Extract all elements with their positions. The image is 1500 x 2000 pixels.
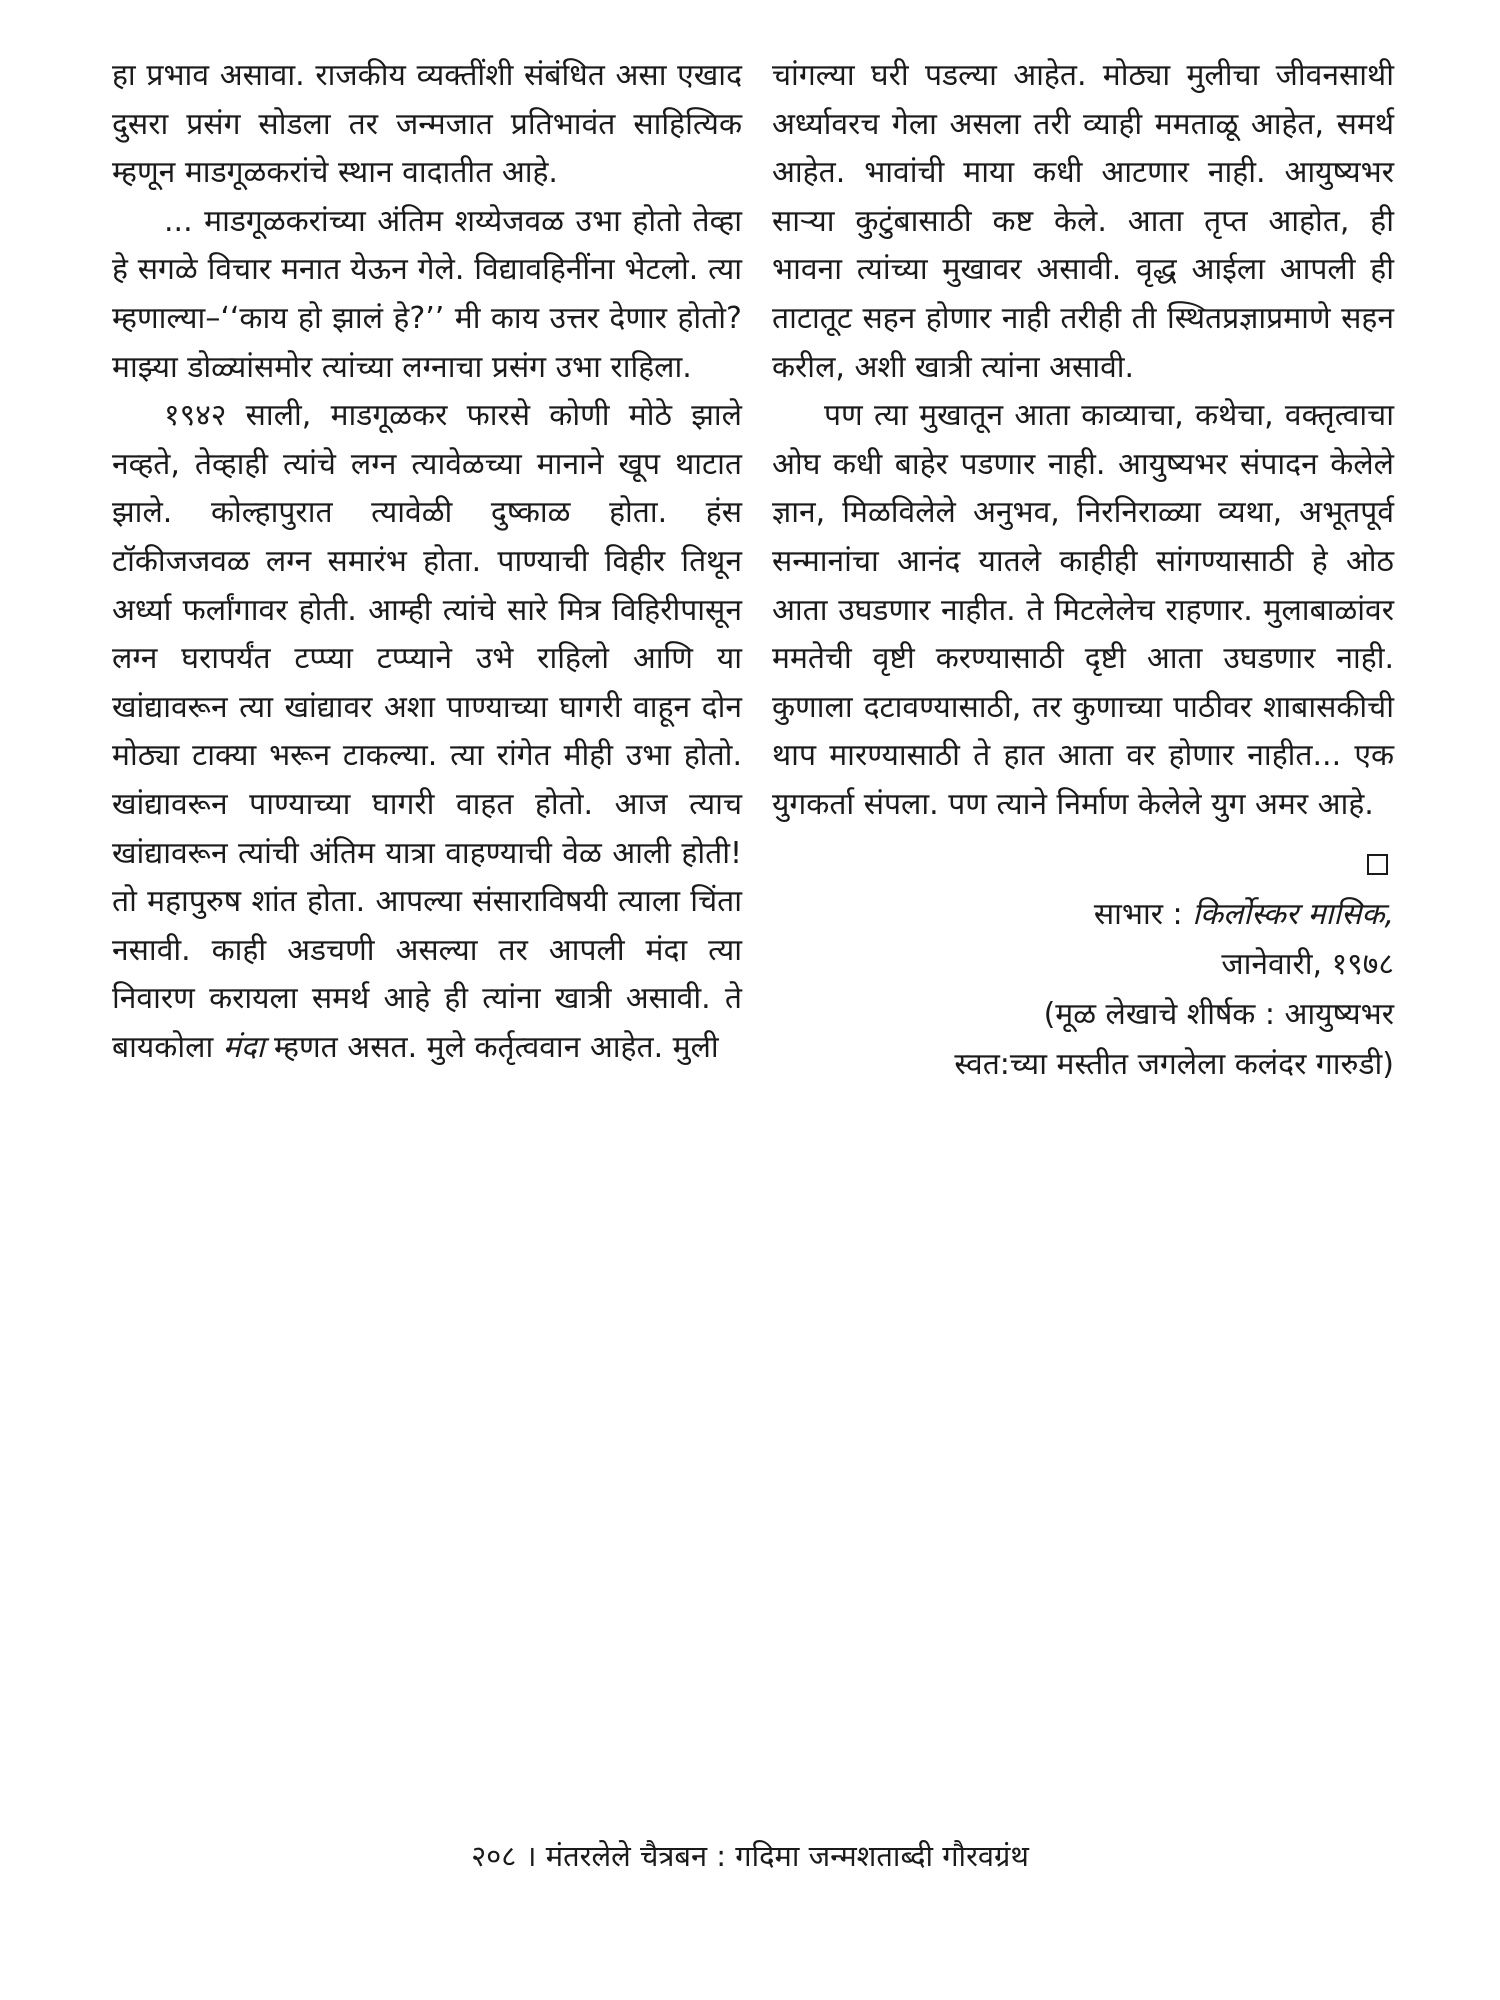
page-footer: २०८ । मंतरलेले चैत्रबन : गदिमा जन्मशताब्दी गौरवग्रंथ bbox=[471, 1839, 1029, 1873]
credit-prefix: साभार : bbox=[1093, 896, 1183, 932]
end-of-article-square-icon bbox=[1367, 854, 1388, 875]
paragraph-deathbed: ... माडगूळकरांच्या अंतिम शय्येजवळ उभा होतो तेव्हा हे सगळे विचार मनात येऊन गेले. विद्यावहिनींना भेटलो. त्या म्हणाल्या–‘‘काय हो झालं हे?’’ मी काय उत्तर देणार होतो? माझ्या डोळ्यांसमोर त्यांच्या लग्नाचा प्रसंग उभा राहिला. bbox=[112, 203, 742, 385]
credit-source: किर्लोस्कर मासिक, bbox=[1192, 896, 1394, 932]
credit-block bbox=[772, 890, 1394, 1090]
wedding-text: १९४२ साली, माडगूळकर फारसे कोणी मोठे झाले नव्हते, तेव्हाही त्यांचे लग्न त्यावेळच्या मानाने खूप थाटात झाले. कोल्हापुरात त्यावेळी दुष्काळ होता. हंस टॉकीजजवळ लग्न समारंभ होता. पाण्याची विहीर तिथून अर्ध्या फर्लांगावर होती. आम्ही त्यांचे सारे मित्र विहिरीपासून लग्न घरापर्यंत टप्प्या टप्प्याने उभे राहिलो आणि या खांद्यावरून त्या खांद्यावर अशा पाण्याच्या घागरी वाहून दोन मोठ्या टाक्या भरून टाकल्या. त्या रांगेत मीही उभा होतो. खांद्यावरून पाण्याच्या घागरी वाहत होतो. आज त्याच खांद्यावरून त्यांची अंतिम यात्रा वाहण्याची वेळ आली होती! तो महापुरुष शांत होता. आपल्या संसाराविषयी त्याला चिंता नसावी. काही अडचणी असल्या तर आपली मंदा त्या निवारण करायला समर्थ आहे ही त्यांना खात्री असावी. ते बायकोला bbox=[112, 398, 742, 1065]
paragraph-ending: पण त्या मुखातून आता काव्याचा, कथेचा, वक्तृत्वाचा ओघ कधी बाहेर पडणार नाही. आयुष्यभर संपादन केलेले ज्ञान, मिळविलेले अनुभव, निरनिराळ्या व्यथा, अभूतपूर्व सन्मानांचा आनंद यातले काहीही सांगण्यासाठी हे ओठ आता उघडणार नाहीत. ते मिटलेलेच राहणार. मुलाबाळांवर ममतेची वृष्टी करण्यासाठी दृष्टी आता उघडणार नाही. कुणाला दटावण्यासाठी, तर कुणाच्या पाठीवर शाबासकीची थाप मारण्यासाठी ते हात आता वर होणार नाहीत... एक युगकर्ता संपला. पण त्याने निर्माण केलेले युग अमर आहे. bbox=[772, 398, 1394, 822]
paragraph-family: चांगल्या घरी पडल्या आहेत. मोठ्या मुलीचा जीवनसाथी अर्ध्यावरच गेला असला तरी व्याही ममताळू आहेत, समर्थ आहेत. भावांची माया कधी आटणार नाही. आयुष्यभर साऱ्या कुटुंबासाठी कष्ट केले. आता तृप्त आहोत, ही भावना त्यांच्या मुखावर असावी. वृद्ध आईला आपली ही ताटातूट सहन होणार नाही तरीही ती स्थितप्रज्ञाप्रमाणे सहन करील, अशी खात्री त्यांना असावी. bbox=[772, 58, 1394, 385]
left-column bbox=[112, 52, 742, 1072]
credit-date: जानेवारी, १९७८ bbox=[1221, 946, 1394, 982]
end-mark-row bbox=[772, 838, 1394, 890]
paragraph-continuation: हा प्रभाव असावा. राजकीय व्यक्तींशी संबंधित असा एखाद दुसरा प्रसंग सोडला तर जन्मजात प्रतिभावंत साहित्यिक म्हणून माडगूळकरांचे स्थान वादातीत आहे. bbox=[112, 58, 742, 191]
wedding-text-end: म्हणत असत. मुले कर्तृत्ववान आहेत. मुली bbox=[273, 1029, 719, 1065]
right-column bbox=[772, 52, 1394, 1090]
original-title-line-1: (मूळ लेखाचे शीर्षक : आयुष्यभर bbox=[1043, 996, 1394, 1032]
credit-line bbox=[772, 890, 1394, 940]
italic-name: मंदा bbox=[222, 1029, 265, 1065]
paragraph-wedding bbox=[112, 392, 742, 1072]
original-title-line-2: स्वत:च्या मस्तीत जगलेला कलंदर गारुडी) bbox=[954, 1046, 1394, 1082]
